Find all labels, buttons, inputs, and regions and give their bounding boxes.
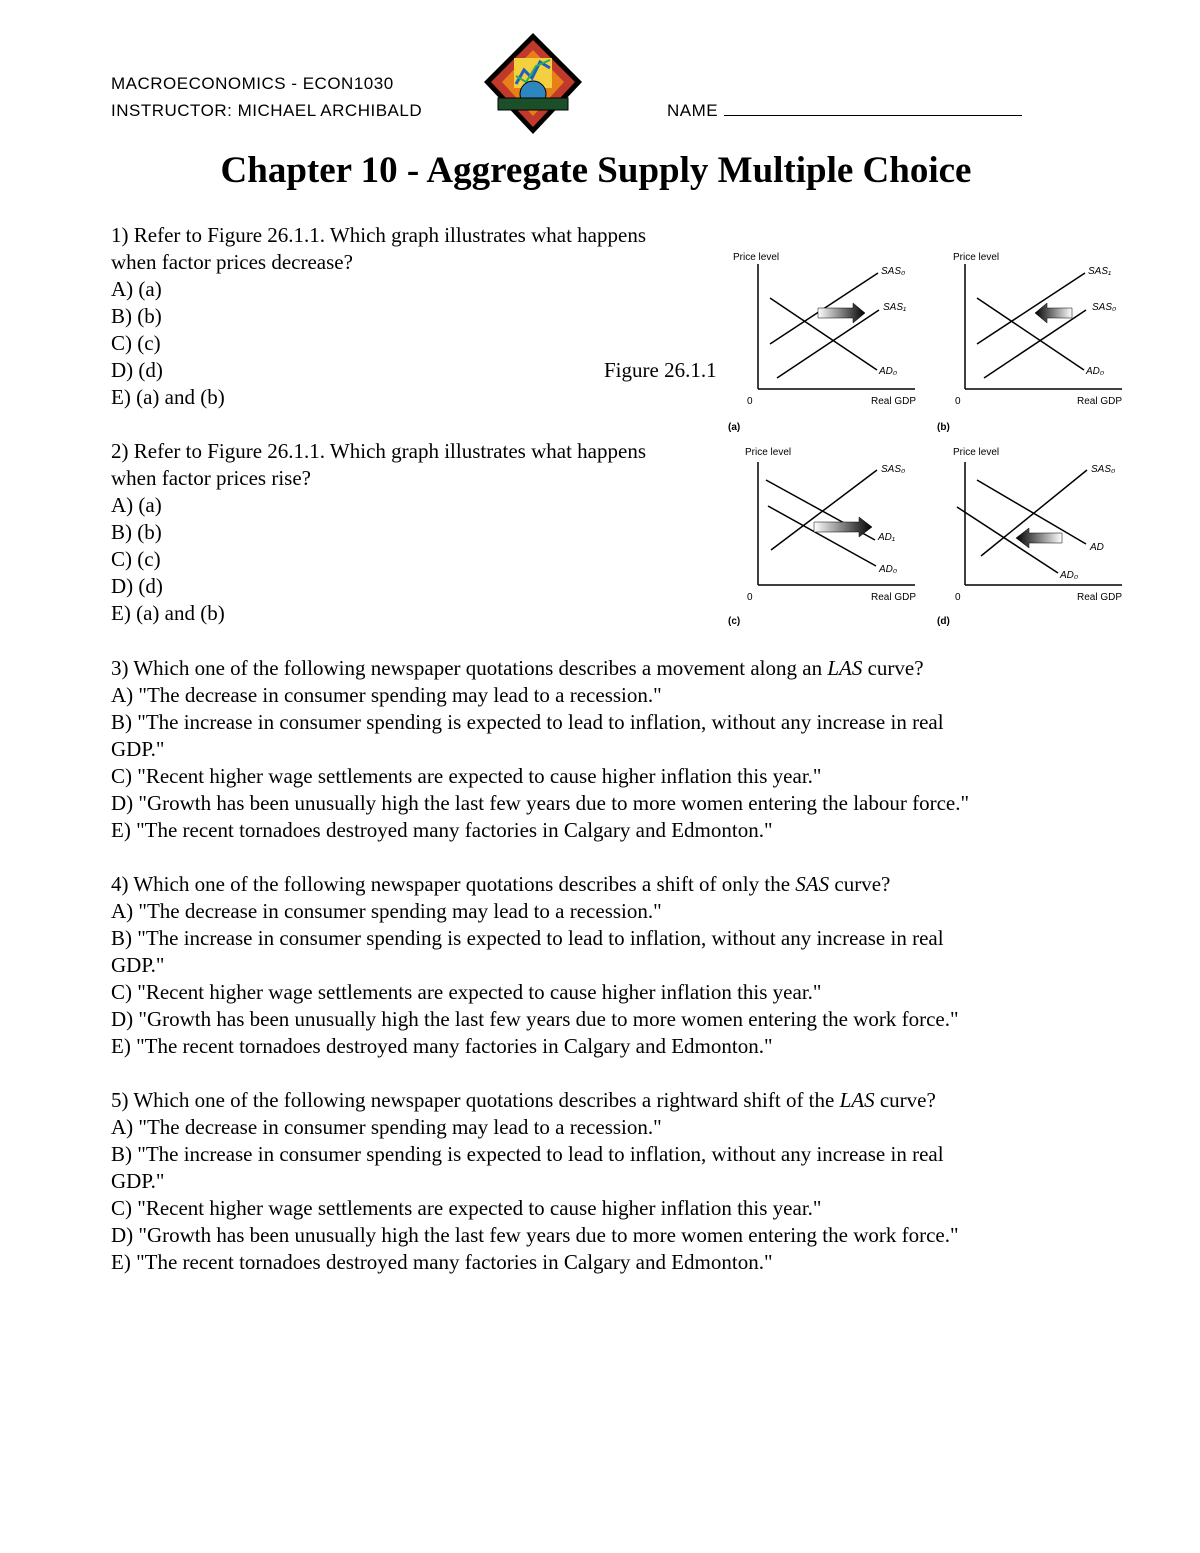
x-axis-label: Real GDP <box>871 396 917 407</box>
course-logo <box>480 30 586 138</box>
name-label: NAME <box>667 101 719 120</box>
y-axis-label: Price level <box>733 252 780 263</box>
answer-option: B) (b) <box>111 304 162 328</box>
curve-label: AD <box>1090 542 1104 553</box>
answer-option: D) "Growth has been unusually high the last few years due to more women entering the work force." <box>111 1007 959 1031</box>
answer-option: B) "The increase in consumer spending is expected to lead to inflation, without any increase in real <box>111 710 944 734</box>
question-5 <box>111 1087 959 1276</box>
answer-option: E) "The recent tornadoes destroyed many factories in Calgary and Edmonton." <box>111 1034 773 1058</box>
curve-label: AD₁ <box>878 532 896 543</box>
curve-label: AD₀ <box>1086 366 1105 377</box>
curve-label: SAS₀ <box>881 464 906 475</box>
y-axis-label: Price level <box>953 252 1000 263</box>
panel-d <box>937 447 1122 627</box>
origin-label: 0 <box>955 396 961 407</box>
curve-label: AD₀ <box>1060 570 1079 581</box>
y-axis-label: Price level <box>745 447 792 458</box>
answer-option: B) "The increase in consumer spending is expected to lead to inflation, without any increase in real <box>111 1142 944 1166</box>
origin-label: 0 <box>955 592 961 603</box>
question-1-line: when factor prices decrease? <box>111 250 353 274</box>
question-2-line: 2) Refer to Figure 26.1.1. Which graph illustrates what happens <box>111 439 646 463</box>
origin-label: 0 <box>747 396 753 407</box>
answer-option: A) (a) <box>111 493 162 517</box>
answer-option: A) "The decrease in consumer spending may lead to a recession." <box>111 899 662 923</box>
shift-arrow-right-icon <box>818 303 865 323</box>
name-field[interactable] <box>667 101 1022 121</box>
answer-option: A) (a) <box>111 277 162 301</box>
curve-label: SAS₀ <box>881 266 906 277</box>
answer-option: E) (a) and (b) <box>111 385 225 409</box>
panel-c <box>728 447 916 627</box>
answer-option: GDP." <box>111 737 165 761</box>
curve-label: SAS₁ <box>883 302 907 313</box>
name-blank-line <box>724 101 1022 116</box>
page-title: Chapter 10 - Aggregate Supply Multiple Choice <box>220 150 972 191</box>
x-axis-label: Real GDP <box>1077 592 1123 603</box>
answer-option: A) "The decrease in consumer spending may lead to a recession." <box>111 1115 662 1139</box>
answer-option: C) (c) <box>111 547 161 571</box>
answer-option: C) "Recent higher wage settlements are expected to cause higher inflation this year." <box>111 764 822 788</box>
answer-option: E) (a) and (b) <box>111 601 225 625</box>
answer-option: C) (c) <box>111 331 161 355</box>
course-title: MACROECONOMICS - ECON1030 <box>111 74 394 93</box>
answer-option: A) "The decrease in consumer spending may lead to a recession." <box>111 683 662 707</box>
figure-26-1-1 <box>725 244 1125 632</box>
answer-option: E) "The recent tornadoes destroyed many factories in Calgary and Edmonton." <box>111 818 773 842</box>
curve-label: SAS₁ <box>1088 266 1112 277</box>
answer-option: E) "The recent tornadoes destroyed many factories in Calgary and Edmonton." <box>111 1250 773 1274</box>
panel-label: (a) <box>728 422 741 433</box>
y-axis-label: Price level <box>953 447 1000 458</box>
shift-arrow-left-icon <box>1035 303 1072 323</box>
panel-label: (c) <box>728 616 741 627</box>
answer-option: D) "Growth has been unusually high the last few years due to more women entering the labour force." <box>111 791 970 815</box>
question-4 <box>111 871 959 1060</box>
shift-arrow-left-icon <box>1016 528 1062 548</box>
question-3 <box>111 655 969 844</box>
answer-option: GDP." <box>111 953 165 977</box>
question-1 <box>111 222 646 411</box>
question-2-line: when factor prices rise? <box>111 466 311 490</box>
figure-caption: Figure 26.1.1 <box>604 358 717 382</box>
x-axis-label: Real GDP <box>1077 396 1123 407</box>
question-3-stem: 3) Which one of the following newspaper quotations describes a movement along an LAS curve? <box>111 656 924 680</box>
question-5-stem: 5) Which one of the following newspaper quotations describes a rightward shift of the LAS curve? <box>111 1088 936 1112</box>
question-1-line: 1) Refer to Figure 26.1.1. Which graph illustrates what happens <box>111 223 646 247</box>
curve-label: SAS₀ <box>1092 302 1117 313</box>
panel-label: (d) <box>937 616 950 627</box>
question-4-stem: 4) Which one of the following newspaper quotations describes a shift of only the SAS curve? <box>111 872 891 896</box>
answer-option: C) "Recent higher wage settlements are expected to cause higher inflation this year." <box>111 1196 822 1220</box>
panel-a <box>728 252 916 433</box>
answer-option: D) (d) <box>111 574 163 598</box>
instructor-name: INSTRUCTOR: MICHAEL ARCHIBALD <box>111 101 423 120</box>
answer-option: D) (d) <box>111 358 163 382</box>
shift-arrow-right-icon <box>814 517 872 537</box>
x-axis-label: Real GDP <box>871 592 917 603</box>
answer-option: B) "The increase in consumer spending is expected to lead to inflation, without any increase in real <box>111 926 944 950</box>
answer-option: D) "Growth has been unusually high the last few years due to more women entering the work force." <box>111 1223 959 1247</box>
curve-label: AD₀ <box>879 366 898 377</box>
panel-label: (b) <box>937 422 950 433</box>
question-2 <box>111 438 646 627</box>
origin-label: 0 <box>747 592 753 603</box>
answer-option: GDP." <box>111 1169 165 1193</box>
curve-label: SAS₀ <box>1091 464 1116 475</box>
panel-b <box>937 252 1122 433</box>
answer-option: C) "Recent higher wage settlements are expected to cause higher inflation this year." <box>111 980 822 1004</box>
curve-label: AD₀ <box>879 564 898 575</box>
answer-option: B) (b) <box>111 520 162 544</box>
